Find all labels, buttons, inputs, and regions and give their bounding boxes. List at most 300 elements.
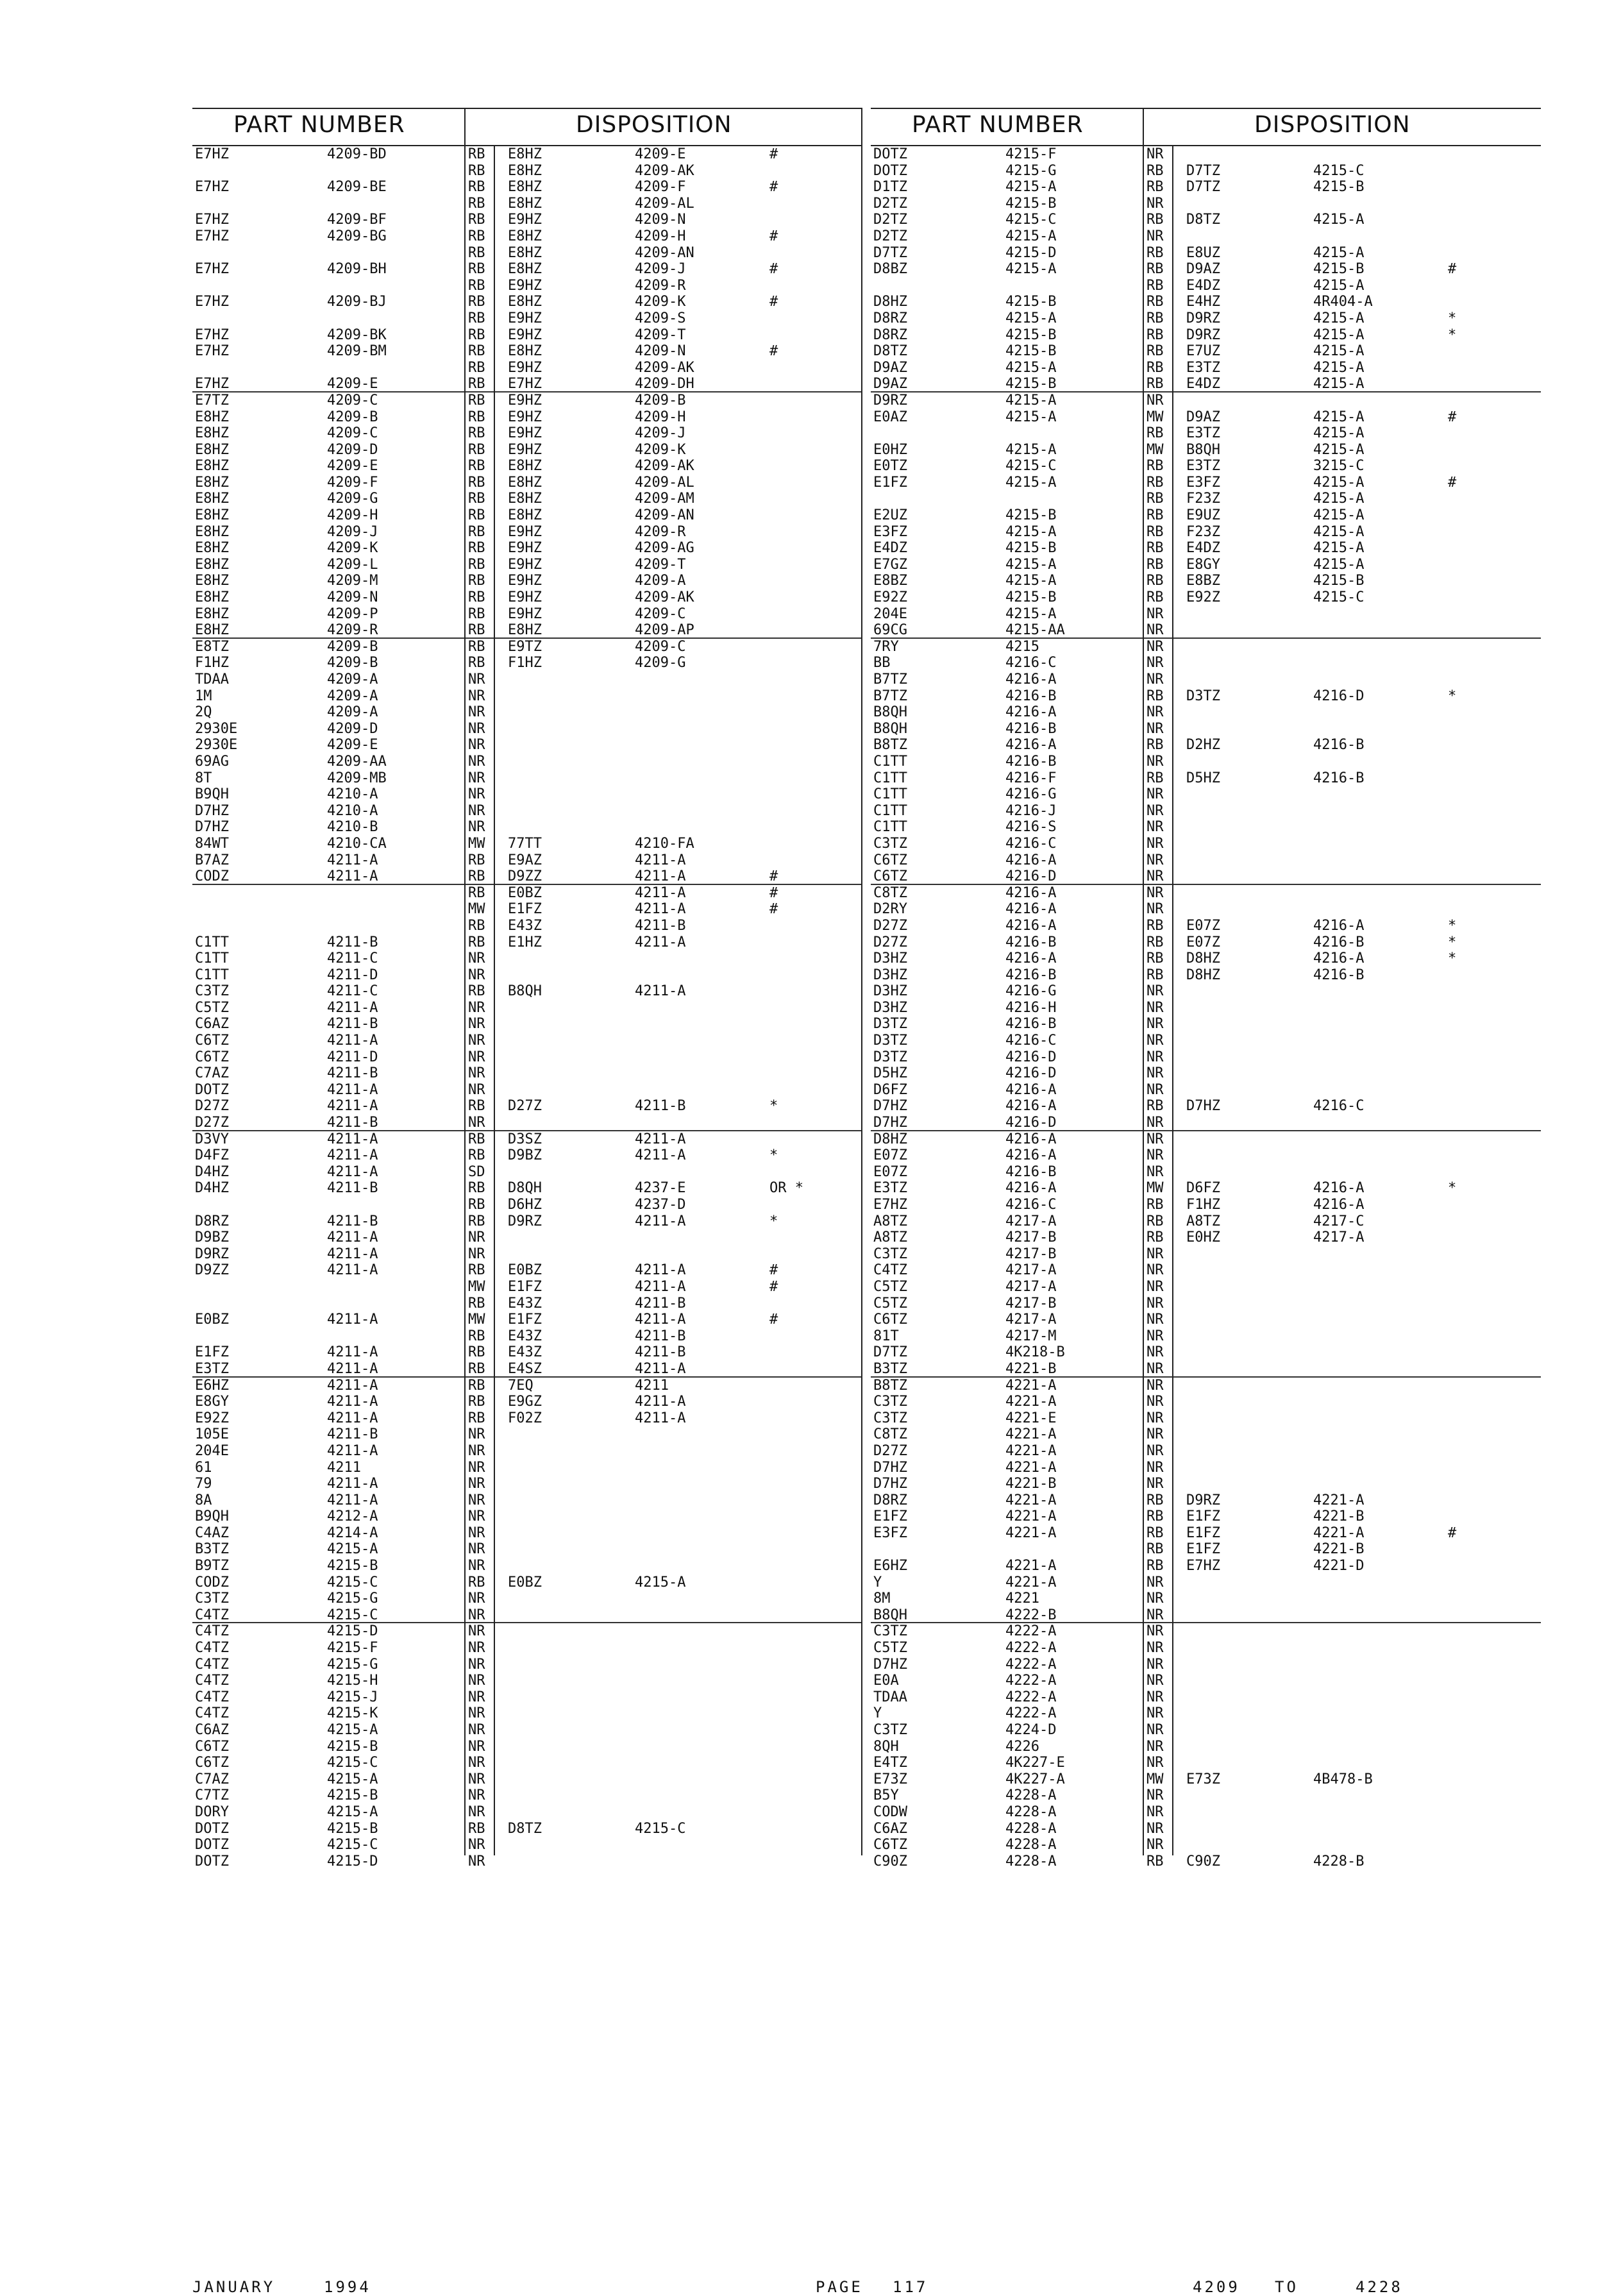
- table-row: [192, 1000, 862, 1017]
- replacement-prefix: F02Z: [508, 1410, 542, 1426]
- part-prefix: E0TZ: [873, 458, 907, 475]
- table-row: [871, 1755, 1541, 1771]
- disposition-code: RB: [1146, 326, 1164, 343]
- part-prefix: D2TZ: [873, 228, 907, 244]
- part-prefix: D27Z: [873, 934, 907, 950]
- part-prefix: D7TZ: [873, 244, 907, 261]
- table-row: [871, 1705, 1541, 1722]
- part-prefix: 204E: [873, 605, 907, 622]
- replacement-prefix: E9HZ: [508, 540, 542, 557]
- table-row: [192, 1460, 862, 1476]
- disposition-code: NR: [1146, 605, 1164, 622]
- disposition-code: RB: [1146, 1197, 1164, 1213]
- table-row: [192, 1262, 862, 1279]
- part-prefix: Y: [873, 1574, 882, 1591]
- disposition-code: NR: [468, 1771, 485, 1787]
- footer-page-number: 117: [893, 2278, 928, 2296]
- part-prefix: E8BZ: [873, 573, 907, 589]
- disposition-code: NR: [468, 1837, 485, 1853]
- table-row: [192, 1623, 862, 1640]
- part-prefix: D7HZ: [873, 1656, 907, 1673]
- part-base: 4215-H: [327, 1673, 378, 1689]
- replacement-base: 4211-B: [635, 917, 686, 934]
- part-prefix: DOTZ: [873, 146, 907, 162]
- table-row: [871, 1623, 1541, 1640]
- disposition-code: NR: [1146, 802, 1164, 819]
- part-base: 4216-D: [1005, 868, 1057, 885]
- table-row: [192, 983, 862, 1000]
- part-prefix: E7HZ: [195, 228, 229, 244]
- table-row: [192, 770, 862, 787]
- disposition-heading: DISPOSITION: [1254, 112, 1411, 138]
- disposition-code: RB: [468, 195, 485, 212]
- part-prefix: B9QH: [195, 1508, 229, 1525]
- table-row: [192, 294, 862, 310]
- table-row: [871, 836, 1541, 852]
- replacement-prefix: E8HZ: [508, 195, 542, 212]
- table-row: [871, 1000, 1541, 1017]
- table-row: [192, 1049, 862, 1066]
- part-prefix: 81T: [873, 1328, 899, 1344]
- part-base: 4215-C: [327, 1574, 378, 1591]
- part-base: 4215-AA: [1005, 622, 1065, 639]
- part-base: 4211-A: [327, 1476, 378, 1492]
- table-row: [871, 1410, 1541, 1427]
- part-base: 4215-A: [1005, 441, 1057, 458]
- replacement-prefix: A8TZ: [1186, 1213, 1220, 1229]
- part-prefix: B7AZ: [195, 852, 229, 868]
- disposition-code: RB: [1146, 244, 1164, 261]
- part-base: 4209-G: [327, 491, 378, 507]
- replacement-base: 4215-A: [1313, 343, 1365, 360]
- part-prefix: E7HZ: [195, 212, 229, 228]
- disposition-code: NR: [468, 1558, 485, 1574]
- part-prefix: 8T: [195, 770, 212, 786]
- part-prefix: 79: [195, 1476, 212, 1492]
- part-prefix: C6TZ: [195, 1049, 229, 1065]
- replacement-prefix: E4DZ: [1186, 277, 1220, 294]
- part-prefix: C5TZ: [195, 999, 229, 1016]
- disposition-code: RB: [468, 1328, 485, 1344]
- replacement-prefix: E8GY: [1186, 556, 1220, 573]
- disposition-code: NR: [468, 1115, 485, 1131]
- right-column-header: [871, 108, 1541, 146]
- part-prefix: D8RZ: [873, 1492, 907, 1508]
- part-prefix: C5TZ: [873, 1295, 907, 1312]
- disposition-code: RB: [468, 458, 485, 475]
- note-mark: #: [1448, 474, 1457, 491]
- table-row: [871, 786, 1541, 803]
- replacement-prefix: E1FZ: [508, 1312, 542, 1328]
- note-mark: #: [769, 179, 778, 196]
- part-prefix: D9AZ: [873, 376, 907, 393]
- part-prefix: D1TZ: [873, 179, 907, 196]
- replacement-prefix: E9HZ: [508, 605, 542, 622]
- table-row: [192, 819, 862, 836]
- replacement-base: 4211-B: [635, 1295, 686, 1312]
- note-mark: #: [1448, 261, 1457, 278]
- part-base: 4215-F: [1005, 146, 1057, 162]
- table-row: [871, 967, 1541, 984]
- table-row: [871, 622, 1541, 639]
- part-base: 4209-A: [327, 688, 378, 704]
- part-prefix: C6TZ: [873, 868, 907, 885]
- footer-month: JANUARY: [192, 2278, 276, 2296]
- part-prefix: E1FZ: [873, 1508, 907, 1525]
- replacement-prefix: D8TZ: [508, 1820, 542, 1837]
- disposition-code: NR: [468, 1853, 485, 1870]
- part-base: 4221-A: [1005, 1508, 1057, 1525]
- table-row: [871, 754, 1541, 770]
- part-base: 4222-A: [1005, 1640, 1057, 1657]
- disposition-code: NR: [468, 1492, 485, 1508]
- replacement-prefix: D8TZ: [1186, 212, 1220, 228]
- disposition-code: NR: [1146, 1656, 1164, 1673]
- table-row: [192, 1328, 862, 1345]
- disposition-code: RB: [468, 343, 485, 360]
- disposition-code: RB: [1146, 294, 1164, 310]
- part-base: 4215-K: [327, 1705, 378, 1722]
- part-prefix: B3TZ: [873, 1360, 907, 1377]
- part-base: 4215-A: [1005, 409, 1057, 425]
- part-prefix: C5TZ: [873, 1278, 907, 1295]
- replacement-prefix: D8QH: [508, 1180, 542, 1197]
- part-base: 4K227-A: [1005, 1771, 1065, 1787]
- disposition-code: RB: [1146, 343, 1164, 360]
- right-parts-table: [871, 146, 1541, 1870]
- table-row: [871, 1541, 1541, 1558]
- part-prefix: C6AZ: [195, 1016, 229, 1033]
- disposition-code: MW: [468, 835, 485, 852]
- part-base: 4228-A: [1005, 1837, 1057, 1853]
- disposition-code: NR: [468, 1065, 485, 1082]
- replacement-prefix: D6HZ: [508, 1197, 542, 1213]
- disposition-code: NR: [468, 737, 485, 754]
- part-prefix: D9RZ: [873, 392, 907, 409]
- disposition-code: RB: [468, 326, 485, 343]
- footer-range-to: 4228: [1356, 2278, 1403, 2296]
- part-base: 4211-B: [327, 1016, 378, 1033]
- part-prefix: C3TZ: [195, 1591, 229, 1607]
- table-row: [192, 1131, 862, 1148]
- table-row: [871, 868, 1541, 885]
- part-base: 4216-A: [1005, 852, 1057, 868]
- disposition-code: NR: [468, 1656, 485, 1673]
- table-row: [871, 163, 1541, 180]
- part-prefix: E7GZ: [873, 556, 907, 573]
- table-row: [871, 1673, 1541, 1689]
- table-row: [192, 1115, 862, 1131]
- table-row: [871, 1082, 1541, 1099]
- replacement-prefix: D8HZ: [1186, 950, 1220, 967]
- replacement-base: 4211: [635, 1377, 669, 1394]
- part-base: 4215-G: [327, 1656, 378, 1673]
- part-base: 4222-B: [1005, 1607, 1057, 1623]
- replacement-prefix: E9HZ: [508, 359, 542, 376]
- part-prefix: C1TT: [195, 934, 229, 950]
- disposition-code: NR: [1146, 1147, 1164, 1164]
- part-prefix: E8HZ: [195, 491, 229, 507]
- part-prefix: D7HZ: [873, 1476, 907, 1492]
- part-base: 4228-A: [1005, 1803, 1057, 1820]
- part-base: 4209-B: [327, 409, 378, 425]
- part-base: 4211-D: [327, 967, 378, 983]
- part-base: 4215-B: [327, 1787, 378, 1804]
- part-base: 4209-F: [327, 474, 378, 491]
- replacement-prefix: D9RZ: [1186, 1492, 1220, 1508]
- table-row: [192, 1033, 862, 1049]
- part-base: 4210-A: [327, 802, 378, 819]
- replacement-base: 4209-E: [635, 146, 686, 162]
- note-mark: *: [1448, 950, 1457, 967]
- part-prefix: E8HZ: [195, 458, 229, 475]
- disposition-code: NR: [468, 1459, 485, 1476]
- part-base: 4215-F: [327, 1640, 378, 1657]
- disposition-code: NR: [1146, 1574, 1164, 1591]
- part-prefix: 2930E: [195, 720, 238, 737]
- replacement-base: 4221-A: [1313, 1524, 1365, 1541]
- table-row: [192, 228, 862, 245]
- part-base: 4215-A: [1005, 392, 1057, 409]
- part-base: 4216-B: [1005, 720, 1057, 737]
- part-base: 4215-B: [1005, 343, 1057, 360]
- table-row: [192, 639, 862, 655]
- part-prefix: E8HZ: [195, 507, 229, 524]
- table-row: [871, 852, 1541, 869]
- table-row: [192, 524, 862, 541]
- replacement-base: 4215-A: [1313, 523, 1365, 540]
- disposition-code: NR: [468, 1755, 485, 1771]
- disposition-code: RB: [468, 244, 485, 261]
- replacement-base: 4215-A: [1313, 212, 1365, 228]
- part-base: 4216-B: [1005, 688, 1057, 704]
- table-row: [192, 1739, 862, 1755]
- table-row: [871, 950, 1541, 967]
- part-prefix: D8RZ: [195, 1213, 229, 1229]
- table-row: [871, 1296, 1541, 1312]
- disposition-heading: DISPOSITION: [576, 112, 732, 138]
- note-mark: *: [1448, 688, 1457, 704]
- replacement-prefix: E4DZ: [1186, 540, 1220, 557]
- replacement-prefix: E07Z: [1186, 917, 1220, 934]
- table-row: [192, 606, 862, 623]
- part-base: 4211-B: [327, 1115, 378, 1131]
- table-row: [871, 1361, 1541, 1378]
- table-row: [192, 1344, 862, 1361]
- replacement-prefix: E8HZ: [508, 162, 542, 179]
- table-row: [192, 327, 862, 344]
- disposition-code: NR: [1146, 1131, 1164, 1147]
- table-row: [192, 1164, 862, 1181]
- table-row: [871, 310, 1541, 327]
- part-prefix: C6AZ: [873, 1820, 907, 1837]
- table-row: [192, 1213, 862, 1230]
- part-base: 4210-B: [327, 819, 378, 836]
- disposition-code: RB: [468, 1098, 485, 1115]
- part-prefix: E8HZ: [195, 605, 229, 622]
- disposition-code: RB: [468, 162, 485, 179]
- replacement-base: 4221-B: [1313, 1508, 1365, 1525]
- table-row: [192, 278, 862, 294]
- part-base: 4215-A: [327, 1722, 378, 1738]
- replacement-prefix: E92Z: [1186, 589, 1220, 606]
- table-row: [192, 885, 862, 902]
- replacement-base: 4215-A: [1313, 507, 1365, 524]
- replacement-base: 4215-A: [1313, 491, 1365, 507]
- note-mark: #: [769, 228, 778, 244]
- part-base: 4221-A: [1005, 1459, 1057, 1476]
- replacement-prefix: E8HZ: [508, 491, 542, 507]
- table-row: [871, 1279, 1541, 1296]
- part-base: 4215-G: [327, 1591, 378, 1607]
- part-prefix: 204E: [195, 1442, 229, 1459]
- disposition-code: RB: [1146, 917, 1164, 934]
- part-prefix: E7HZ: [195, 261, 229, 278]
- table-row: [192, 737, 862, 754]
- replacement-base: 4215-A: [635, 1574, 686, 1591]
- replacement-prefix: F23Z: [1186, 491, 1220, 507]
- disposition-code: NR: [1146, 1295, 1164, 1312]
- part-prefix: CODW: [873, 1803, 907, 1820]
- replacement-prefix: E4DZ: [1186, 376, 1220, 393]
- replacement-base: 4211-B: [635, 1344, 686, 1361]
- table-row: [871, 819, 1541, 836]
- disposition-code: RB: [1146, 261, 1164, 278]
- part-base: 4217-B: [1005, 1245, 1057, 1262]
- table-row: [192, 1361, 862, 1378]
- table-row: [192, 1837, 862, 1853]
- disposition-code: RB: [1146, 162, 1164, 179]
- table-row: [192, 212, 862, 228]
- left-column: [192, 108, 862, 1870]
- disposition-code: NR: [1146, 1607, 1164, 1623]
- replacement-prefix: E1FZ: [1186, 1508, 1220, 1525]
- part-base: 4215-A: [1005, 556, 1057, 573]
- table-row: [192, 786, 862, 803]
- part-base: 4216-A: [1005, 917, 1057, 934]
- part-base: 4216-D: [1005, 1115, 1057, 1131]
- replacement-base: 4209-F: [635, 179, 686, 196]
- replacement-base: 3215-C: [1313, 458, 1365, 475]
- replacement-base: 4210-FA: [635, 835, 694, 852]
- part-base: 4211-D: [327, 1049, 378, 1065]
- table-row: [192, 1443, 862, 1460]
- table-row: [871, 1197, 1541, 1213]
- disposition-code: MW: [1146, 409, 1164, 425]
- disposition-code: NR: [468, 1607, 485, 1623]
- disposition-code: NR: [1146, 1081, 1164, 1098]
- replacement-base: 4217-A: [1313, 1229, 1365, 1246]
- part-base: 4228-A: [1005, 1853, 1057, 1870]
- table-row: [871, 1722, 1541, 1739]
- table-row: [871, 179, 1541, 196]
- note-mark: *: [1448, 917, 1457, 934]
- part-base: 4216-C: [1005, 1197, 1057, 1213]
- disposition-code: RB: [468, 540, 485, 557]
- table-row: [871, 228, 1541, 245]
- table-row: [871, 1771, 1541, 1788]
- disposition-code: NR: [468, 1689, 485, 1705]
- replacement-base: 4209-K: [635, 441, 686, 458]
- replacement-base: 4209-AL: [635, 195, 694, 212]
- table-row: [871, 1787, 1541, 1804]
- disposition-code: RB: [468, 917, 485, 934]
- disposition-code: NR: [1146, 1705, 1164, 1722]
- table-row: [871, 1147, 1541, 1164]
- part-prefix: D3VY: [195, 1131, 229, 1147]
- part-prefix: D8TZ: [873, 343, 907, 360]
- part-base: 4217-M: [1005, 1328, 1057, 1344]
- replacement-base: 4211-A: [635, 934, 686, 950]
- disposition-code: NR: [1146, 1344, 1164, 1361]
- table-row: [192, 1246, 862, 1263]
- part-prefix: C4TZ: [195, 1623, 229, 1640]
- disposition-code: RB: [1146, 934, 1164, 950]
- table-row: [871, 212, 1541, 228]
- part-prefix: C1TT: [873, 770, 907, 786]
- replacement-prefix: E43Z: [508, 1344, 542, 1361]
- table-row: [871, 1164, 1541, 1181]
- replacement-prefix: E9HZ: [508, 589, 542, 606]
- table-row: [192, 868, 862, 885]
- disposition-code: NR: [468, 753, 485, 770]
- part-prefix: C6TZ: [873, 1837, 907, 1853]
- table-row: [871, 1574, 1541, 1591]
- part-base: 4216-A: [1005, 1131, 1057, 1147]
- replacement-base: 4216-B: [1313, 967, 1365, 983]
- part-base: 4211-A: [327, 1344, 378, 1361]
- part-prefix: C3TZ: [873, 1410, 907, 1426]
- left-parts-table: [192, 146, 862, 1870]
- part-prefix: E0BZ: [195, 1312, 229, 1328]
- part-base: 4215-G: [1005, 162, 1057, 179]
- table-row: [192, 179, 862, 196]
- disposition-code: NR: [468, 688, 485, 704]
- replacement-base: 4209-AL: [635, 474, 694, 491]
- part-base: 4210-A: [327, 786, 378, 803]
- part-prefix: E3TZ: [195, 1360, 229, 1377]
- part-base: 4209-BK: [327, 326, 387, 343]
- part-base: 4215-A: [1005, 605, 1057, 622]
- part-base: 4209-K: [327, 540, 378, 557]
- part-base: 4209-BD: [327, 146, 387, 162]
- disposition-code: NR: [1146, 704, 1164, 721]
- table-row: [192, 1098, 862, 1115]
- part-base: 4215-D: [1005, 244, 1057, 261]
- disposition-code: RB: [468, 983, 485, 1000]
- table-row: [192, 540, 862, 557]
- disposition-code: NR: [468, 1442, 485, 1459]
- part-base: 4215-A: [1005, 228, 1057, 244]
- table-row: [871, 343, 1541, 360]
- disposition-code: NR: [1146, 1278, 1164, 1295]
- disposition-code: RB: [1146, 1229, 1164, 1246]
- replacement-base: 4209-AK: [635, 162, 694, 179]
- disposition-code: RB: [468, 884, 485, 901]
- part-prefix: B8TZ: [873, 737, 907, 754]
- table-row: [871, 1394, 1541, 1410]
- table-row: [192, 376, 862, 393]
- part-prefix: D4HZ: [195, 1180, 229, 1197]
- part-base: 4224-D: [1005, 1722, 1057, 1738]
- replacement-prefix: E9HZ: [508, 409, 542, 425]
- table-row: [192, 573, 862, 589]
- table-row: [192, 1229, 862, 1246]
- part-prefix: C8TZ: [873, 1426, 907, 1443]
- part-base: 4215-A: [1005, 573, 1057, 589]
- replacement-base: 4209-R: [635, 277, 686, 294]
- disposition-code: RB: [1146, 737, 1164, 754]
